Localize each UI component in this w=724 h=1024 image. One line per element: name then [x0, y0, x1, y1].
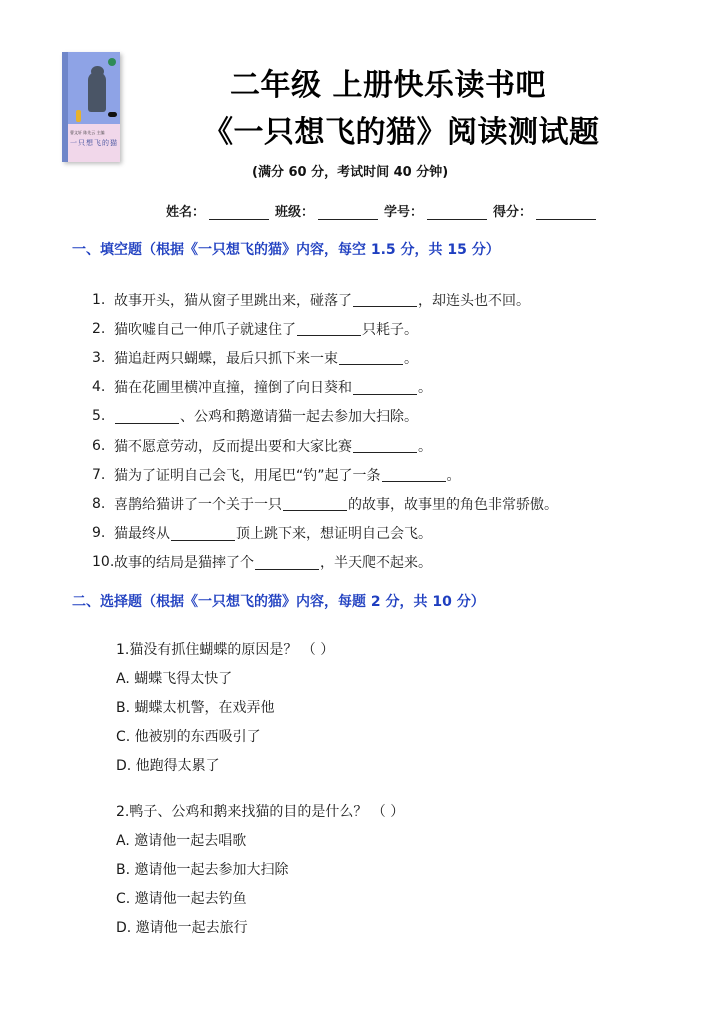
- student-id-field[interactable]: [384, 201, 487, 220]
- cat-illustration-body: [88, 72, 106, 112]
- fill-in-item: [92, 343, 558, 372]
- page-title-line1: 二年级 上册快乐读书吧: [230, 68, 546, 103]
- name-blank[interactable]: [209, 205, 269, 220]
- section-heading-fill-in: 一、填空题（根据《一只想飞的猫》内容，每空 1.5 分，共 15 分）: [72, 242, 500, 258]
- fill-in-item: [92, 314, 558, 343]
- fill-in-item: [92, 489, 558, 518]
- multiple-choice-question: [116, 796, 404, 941]
- fill-in-item: [92, 460, 558, 489]
- item-number: 7.: [92, 466, 106, 483]
- item-text-after: ，半天爬不起来。: [320, 555, 432, 572]
- cover-authors: 曹文轩 陈先云 主编: [70, 130, 105, 135]
- class-label: 班级：: [275, 205, 315, 220]
- item-text-after: 。: [446, 467, 461, 484]
- item-number: 9.: [92, 525, 106, 542]
- student-id-label: 学号：: [384, 205, 424, 220]
- item-text-before: 故事的结局是猫摔了个: [114, 555, 254, 572]
- option-a[interactable]: A. 邀请他一起去唱歌: [116, 832, 247, 849]
- section-heading-multiple-choice: 二、选择题（根据《一只想飞的猫》内容，每题 2 分，共 10 分）: [72, 594, 485, 610]
- item-number: 1.: [92, 291, 106, 308]
- item-text-before: 猫不愿意劳动，反而提出要和大家比赛: [114, 438, 352, 455]
- answer-blank[interactable]: [283, 496, 347, 511]
- class-blank[interactable]: [318, 205, 378, 220]
- question-text: 1.猫没有抓住蝴蝶的原因是？ （ ）: [116, 641, 335, 658]
- answer-blank[interactable]: [353, 438, 417, 453]
- answer-blank[interactable]: [382, 467, 446, 482]
- option-d[interactable]: D. 他跑得太累了: [116, 757, 220, 774]
- small-cat-illustration-icon: [108, 112, 117, 117]
- item-number: 4.: [92, 379, 106, 396]
- option-b[interactable]: B. 邀请他一起去参加大扫除: [116, 861, 289, 878]
- score-blank[interactable]: [536, 205, 596, 220]
- item-text-before: 猫追赶两只蝴蝶，最后只抓下来一束: [114, 350, 338, 367]
- option-c[interactable]: C. 他被别的东西吸引了: [116, 728, 261, 745]
- answer-blank[interactable]: [297, 321, 361, 336]
- option-c[interactable]: C. 邀请他一起去钓鱼: [116, 890, 247, 907]
- question-text: 2.鸭子、公鸡和鹅来找猫的目的是什么？ （ ）: [116, 803, 405, 820]
- answer-blank[interactable]: [115, 409, 179, 424]
- fill-in-item: [92, 373, 558, 402]
- item-text-after: 。: [418, 438, 432, 455]
- answer-blank[interactable]: [255, 555, 319, 570]
- book-cover-image: [62, 52, 120, 162]
- name-label: 姓名：: [166, 205, 206, 220]
- option-a[interactable]: A. 蝴蝶飞得太快了: [116, 670, 233, 687]
- option-d[interactable]: D. 邀请他一起去旅行: [116, 919, 248, 936]
- item-text-before: 猫在花圃里横冲直撞，撞倒了向日葵和: [114, 380, 352, 397]
- student-id-blank[interactable]: [427, 205, 487, 220]
- fill-in-item: [92, 431, 558, 460]
- fill-in-item: [92, 519, 558, 548]
- exam-subtitle: (满分 60 分，考试时间 40 分钟): [252, 165, 449, 180]
- item-number: 3.: [92, 349, 106, 366]
- item-text-before: 故事开头，猫从窗子里跳出来，碰落了: [114, 292, 352, 309]
- item-text-after: ，却连头也不回。: [418, 292, 530, 309]
- duck-illustration-icon: [76, 110, 81, 122]
- option-b[interactable]: B. 蝴蝶太机警，在戏弄他: [116, 699, 275, 716]
- item-text-after: 、公鸡和鹅邀请猫一起去参加大扫除。: [180, 409, 418, 426]
- item-number: 8.: [92, 495, 106, 512]
- item-text-before: 猫吹嘘自己一伸爪子就逮住了: [114, 321, 296, 338]
- multiple-choice-question: [116, 634, 334, 779]
- answer-blank[interactable]: [339, 350, 403, 365]
- fill-in-list: [92, 285, 558, 577]
- cover-title: 一只想飞的猫: [70, 139, 118, 147]
- item-number: 5.: [92, 408, 106, 425]
- score-field[interactable]: [493, 201, 596, 220]
- item-text-after: 。: [418, 380, 432, 397]
- score-label: 得分：: [493, 205, 533, 220]
- item-text-before: 猫为了证明自己会飞，用尾巴“钓”起了一条: [114, 467, 381, 484]
- fill-in-item: [92, 285, 558, 314]
- answer-blank[interactable]: [353, 292, 417, 307]
- item-text-after: 的故事，故事里的角色非常骄傲。: [348, 496, 558, 513]
- item-text-before: 猫最终从: [114, 526, 170, 543]
- item-text-after: 。: [404, 350, 418, 367]
- answer-blank[interactable]: [353, 380, 417, 395]
- publisher-logo-icon: [108, 58, 116, 66]
- item-text-after: 只耗子。: [362, 321, 418, 338]
- answer-blank[interactable]: [171, 526, 235, 541]
- name-field[interactable]: [166, 201, 269, 220]
- item-text-before: 喜鹊给猫讲了一个关于一只: [114, 496, 282, 513]
- item-text-after: 顶上跳下来，想证明自己会飞。: [236, 526, 432, 543]
- fill-in-item: [92, 548, 558, 577]
- class-field[interactable]: [275, 201, 378, 220]
- student-info-row: [166, 201, 602, 220]
- fill-in-item: [92, 402, 558, 431]
- item-number: 6.: [92, 437, 106, 454]
- item-number: 2.: [92, 320, 106, 337]
- item-number: 10.: [92, 554, 115, 571]
- page-title-line2: 《一只想飞的猫》阅读测试题: [203, 115, 600, 150]
